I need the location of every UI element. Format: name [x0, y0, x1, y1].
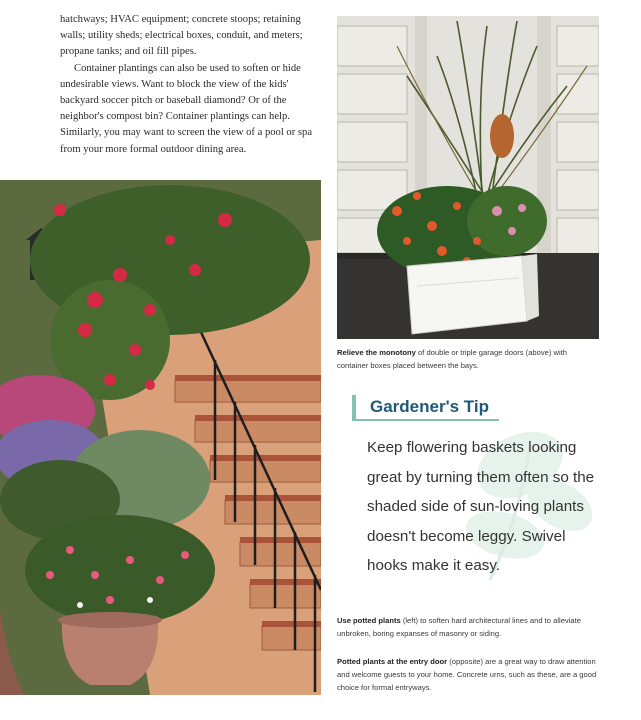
caption-text: (opposite) are a great way to draw attention and welcome guests to your home. Concrete urns, such as these, are a good choice for formal entryways.: [337, 657, 597, 692]
potted-plants-stairs-photo: [0, 180, 321, 695]
stairs-photo-caption: [337, 614, 599, 640]
caption-text: of double or triple garage doors (above) with container boxes placed between the bays.: [337, 348, 568, 370]
entry-door-caption: [337, 655, 599, 694]
tip-title: Gardener's Tip: [352, 395, 499, 421]
tip-body: Keep flowering baskets looking great by turning them often so the shaded side of sun-loving plants doesn't become leggy. Swivel hooks make it easy.: [367, 439, 595, 574]
caption-lead: Use potted plants: [337, 616, 401, 625]
potted-plants-stairs-illustration: [0, 180, 321, 695]
caption-lead: Relieve the monotony: [337, 348, 416, 357]
body-paragraph-2: Container plantings can also be used to soften or hide undesirable views. Want to block the view of the kids' backyard soccer pitch or baseball diamond? Or of the neighbor's compost bin? Container plantings can help. Similarly, you may want to screen the view of a pool or spa from your more formal outdoor dining area.: [60, 62, 313, 155]
caption-lead: Potted plants at the entry door: [337, 657, 448, 666]
garage-planter-illustration: [337, 16, 599, 339]
body-paragraph-1: hatchways; HVAC equipment; concrete stoops; retaining walls; utility sheds; electrical boxes, conduit, and meters; propane tanks; and oil fill pipes.: [60, 14, 303, 58]
caption-text: (left) to soften hard architectural lines and to alleviate unbroken, boring expanses of masonry or siding.: [337, 616, 581, 638]
garage-photo-caption: [337, 346, 599, 372]
body-text: [60, 12, 322, 158]
garage-planter-photo: [337, 16, 599, 339]
gardeners-tip: [350, 395, 600, 585]
